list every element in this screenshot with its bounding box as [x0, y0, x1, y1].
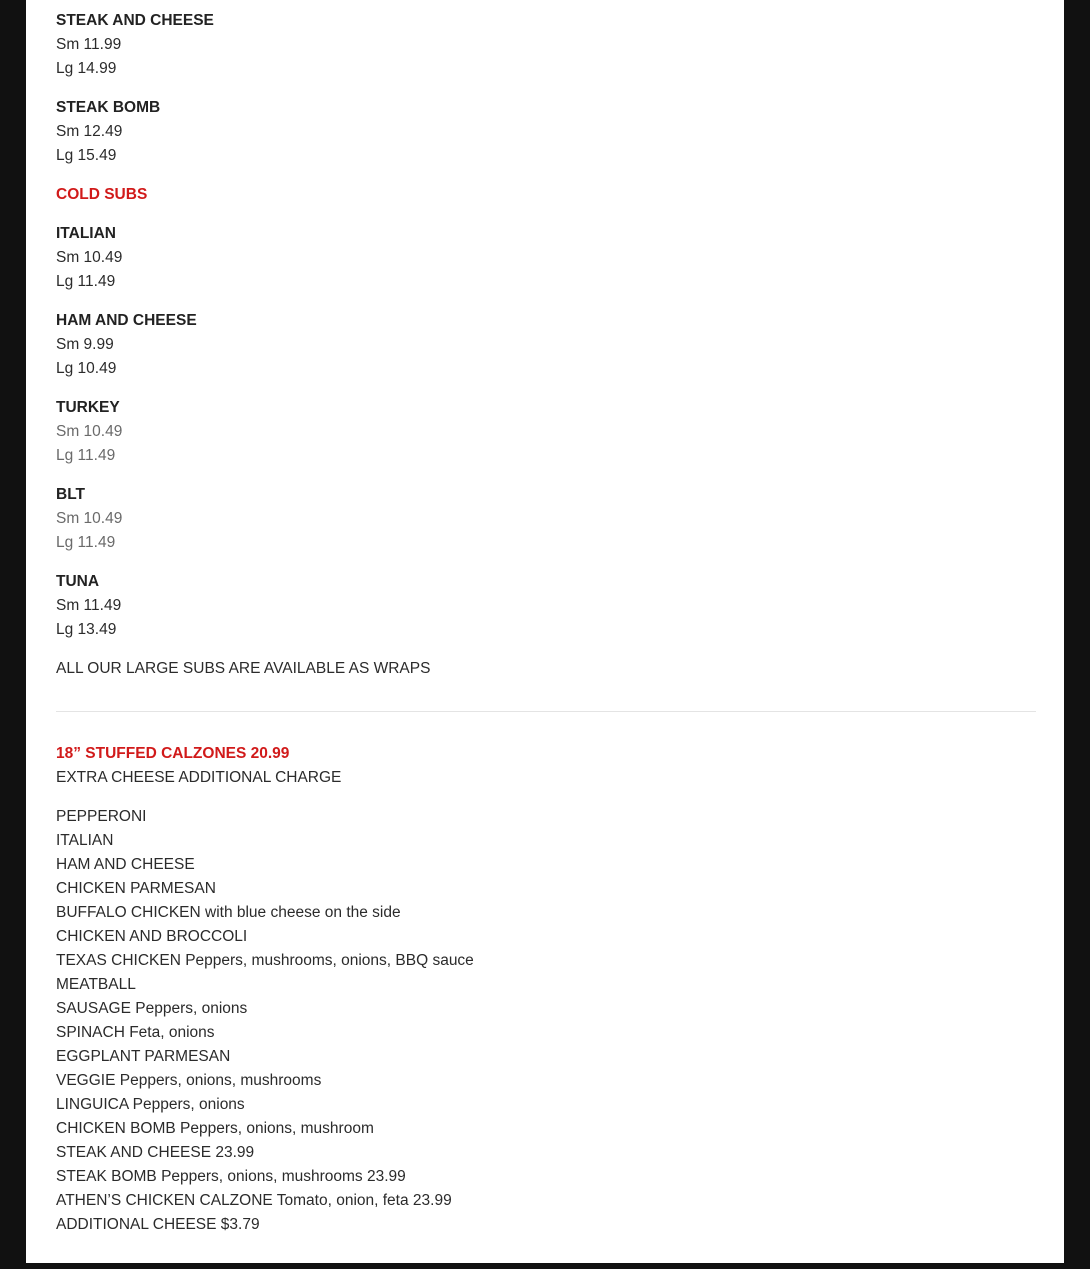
list-item: MEATBALL [56, 976, 136, 993]
item-price-small: Sm 10.49 [56, 423, 123, 440]
item-price-large: Lg 15.49 [56, 147, 117, 164]
item-price-small: Sm 11.99 [56, 36, 122, 53]
item-price-small: Sm 10.49 [56, 510, 123, 527]
item-price-small: Sm 9.99 [56, 336, 114, 353]
item-price-large: Lg 14.99 [56, 60, 117, 77]
list-item: VEGGIE Peppers, onions, mushrooms [56, 1072, 322, 1089]
item-price-small: Sm 10.49 [56, 249, 123, 266]
item-price-large: Lg 11.49 [56, 534, 116, 551]
list-item: TEXAS CHICKEN Peppers, mushrooms, onions, BBQ sauce [56, 952, 474, 969]
section-divider [56, 711, 1036, 712]
list-item: BUFFALO CHICKEN with blue cheese on the side [56, 904, 401, 921]
item-name: STEAK BOMB [56, 99, 161, 116]
menu-item-tuna [56, 570, 1036, 642]
list-item: STEAK AND CHEESE 23.99 [56, 1144, 255, 1161]
item-price-small: Sm 11.49 [56, 597, 122, 614]
menu-item-ham-and-cheese [56, 309, 1036, 381]
list-item: PEPPERONI [56, 808, 147, 825]
menu-content [56, 9, 1036, 1237]
item-name: TUNA [56, 573, 100, 590]
list-item: ITALIAN [56, 832, 114, 849]
list-item: LINGUICA Peppers, onions [56, 1096, 245, 1113]
list-item: CHICKEN BOMB Peppers, onions, mushroom [56, 1120, 374, 1137]
menu-item-turkey [56, 396, 1036, 468]
menu-item-italian [56, 222, 1036, 294]
list-item: CHICKEN PARMESAN [56, 880, 216, 897]
calzone-list [56, 805, 1036, 1237]
item-name: BLT [56, 486, 85, 503]
list-item: EGGPLANT PARMESAN [56, 1048, 231, 1065]
wraps-note: ALL OUR LARGE SUBS ARE AVAILABLE AS WRAPS [56, 660, 431, 677]
item-name: STEAK AND CHEESE [56, 12, 214, 29]
item-name: HAM AND CHEESE [56, 312, 197, 329]
item-price-large: Lg 11.49 [56, 447, 116, 464]
section-title-cold-subs: COLD SUBS [56, 186, 148, 203]
section-title-calzones: 18” STUFFED CALZONES 20.99 [56, 745, 290, 762]
item-price-large: Lg 13.49 [56, 621, 117, 638]
item-name: TURKEY [56, 399, 120, 416]
list-item: STEAK BOMB Peppers, onions, mushrooms 23.99 [56, 1168, 406, 1185]
list-item: HAM AND CHEESE [56, 856, 195, 873]
item-name: ITALIAN [56, 225, 116, 242]
menu-page [26, 0, 1064, 1263]
item-price-small: Sm 12.49 [56, 123, 123, 140]
list-item: SPINACH Feta, onions [56, 1024, 215, 1041]
list-item: ADDITIONAL CHEESE $3.79 [56, 1216, 260, 1233]
item-price-large: Lg 11.49 [56, 273, 116, 290]
item-price-large: Lg 10.49 [56, 360, 117, 377]
list-item: SAUSAGE Peppers, onions [56, 1000, 248, 1017]
menu-item-steak-and-cheese [56, 9, 1036, 81]
menu-item-steak-bomb [56, 96, 1036, 168]
list-item: ATHEN’S CHICKEN CALZONE Tomato, onion, feta 23.99 [56, 1192, 452, 1209]
calzones-extra-cheese-note: EXTRA CHEESE ADDITIONAL CHARGE [56, 769, 342, 786]
menu-item-blt [56, 483, 1036, 555]
list-item: CHICKEN AND BROCCOLI [56, 928, 248, 945]
